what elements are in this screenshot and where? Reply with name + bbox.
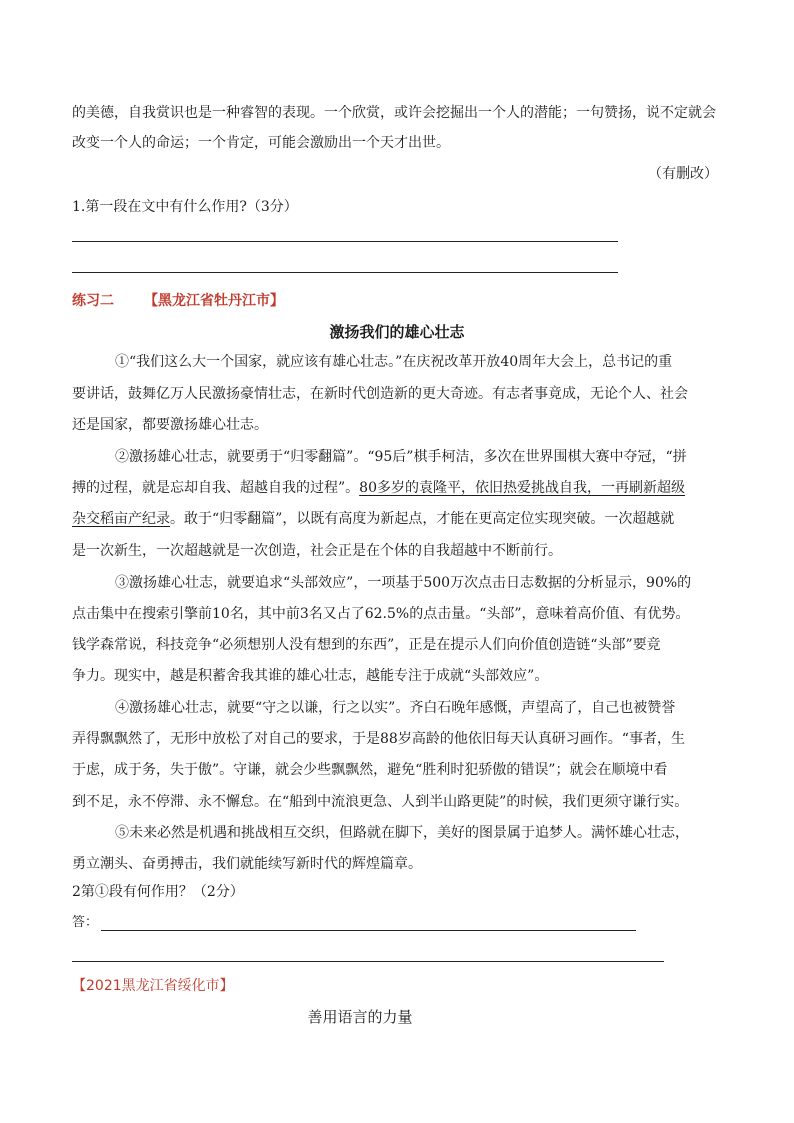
p3-line-1: ③激扬雄心壮志，就要追求“头部效应”，一项基于500万次点击日志数据的分析显示，90%的 [115, 575, 692, 591]
question-1: 1.第一段在文中有什么作用?（3分） [72, 199, 298, 215]
p4-line-1: ④激扬雄心壮志，就要“守之以谦，行之以实”。齐白石晚年感慨，声望高了，自己也被赞誉 [115, 700, 676, 716]
p4-line-2: 弄得飘飘然了，无形中放松了对自己的要求，于是88岁高龄的他依旧每天认真研习画作。“事者，生 [72, 731, 685, 747]
p2-text-a: 搏的过程，就是忘却自我、超越自我的过程”。 [72, 480, 360, 496]
section3-source: 【2021黑龙江省绥化市】 [72, 978, 234, 994]
section3-title: 善用语言的力量 [307, 1008, 413, 1026]
answer-label: 答： [72, 915, 99, 930]
answer-line-2[interactable] [72, 272, 618, 273]
p1-line-2: 要讲话，鼓舞亿万人民激扬豪情壮志，在新时代创造新的更大奇迹。有志者事竟成，无论个人、社会 [72, 386, 688, 402]
source-note: （有删改） [648, 166, 718, 182]
p2-underlined-b: 杂交稻亩产纪录 [72, 511, 170, 527]
p2-text-b: 。敢于“归零翻篇”，以既有高度为新起点，才能在更高定位实现突破。一次超越就 [170, 511, 675, 527]
practice-label: 练习二 [72, 293, 114, 309]
p3-line-2: 点击集中在搜索引擎前10名，其中前3名又占了62.5%的点击量。“头部”，意味着高价值、有优势。 [72, 606, 690, 622]
p2-underlined-a: 80多岁的袁隆平，依旧热爱挑战自我，一再刷新超级 [359, 480, 685, 496]
p2-line-1: ②激扬雄心壮志，就要勇于“归零翻篇”。“95后”棋手柯洁，多次在世界围棋大赛中夺冠，“拼 [115, 449, 687, 465]
answer-line-3[interactable] [101, 930, 636, 931]
question-2: 2第①段有何作用？（2分） [72, 884, 244, 900]
answer-line-1[interactable] [72, 241, 618, 242]
article-title: 激扬我们的雄心壮志 [329, 323, 465, 341]
p2-line-2 [72, 479, 732, 497]
p5-line-1: ⑤未来必然是机遇和挑战相互交织，但路就在脚下，美好的图景属于追梦人。满怀雄心壮志， [115, 825, 689, 841]
p2-line-3 [72, 510, 732, 528]
p3-line-4: 争力。现实中，越是积蓄舍我其谁的雄心壮志，越能专注于成就“头部效应”。 [72, 668, 549, 684]
p2-line-4: 是一次新生，一次超越就是一次创造，社会正是在个体的自我超越中不断前行。 [72, 543, 562, 559]
p3-line-3: 钱学森常说，科技竞争“必须想别人没有想到的东西”，正是在提示人们向价值创造链“头部”要竞 [72, 637, 661, 653]
answer-line-4[interactable] [72, 961, 664, 962]
p5-line-2: 勇立潮头、奋勇搏击，我们就能续写新时代的辉煌篇章。 [72, 856, 422, 872]
practice-header [72, 292, 732, 310]
p4-line-3: 于虑，成于务，失于傲”。守谦，就会少些飘飘然，避免“胜利时犯骄傲的错误”；就会在顺境中看 [72, 762, 668, 778]
intro-line-2: 改变一个人的命运；一个肯定，可能会激励出一个天才出世。 [72, 135, 450, 151]
intro-line-1: 的美德，自我赏识也是一种睿智的表现。一个欣赏，或许会挖掘出一个人的潜能；一句赞扬，说不定就会 [72, 105, 716, 121]
p1-line-3: 还是国家，都要激扬雄心壮志。 [72, 417, 268, 433]
p4-line-4: 到不足，永不停滞、永不懈怠。在“船到中流浪更急、人到半山路更陡”的时候，我们更须守谦行实。 [72, 794, 689, 810]
p1-line-1: ①“我们这么大一个国家，就应该有雄心壮志。”在庆祝改革开放40周年大会上，总书记的重 [115, 354, 673, 370]
section3-source-line [72, 977, 732, 995]
practice-source: 【黑龙江省牡丹江市】 [144, 293, 284, 309]
